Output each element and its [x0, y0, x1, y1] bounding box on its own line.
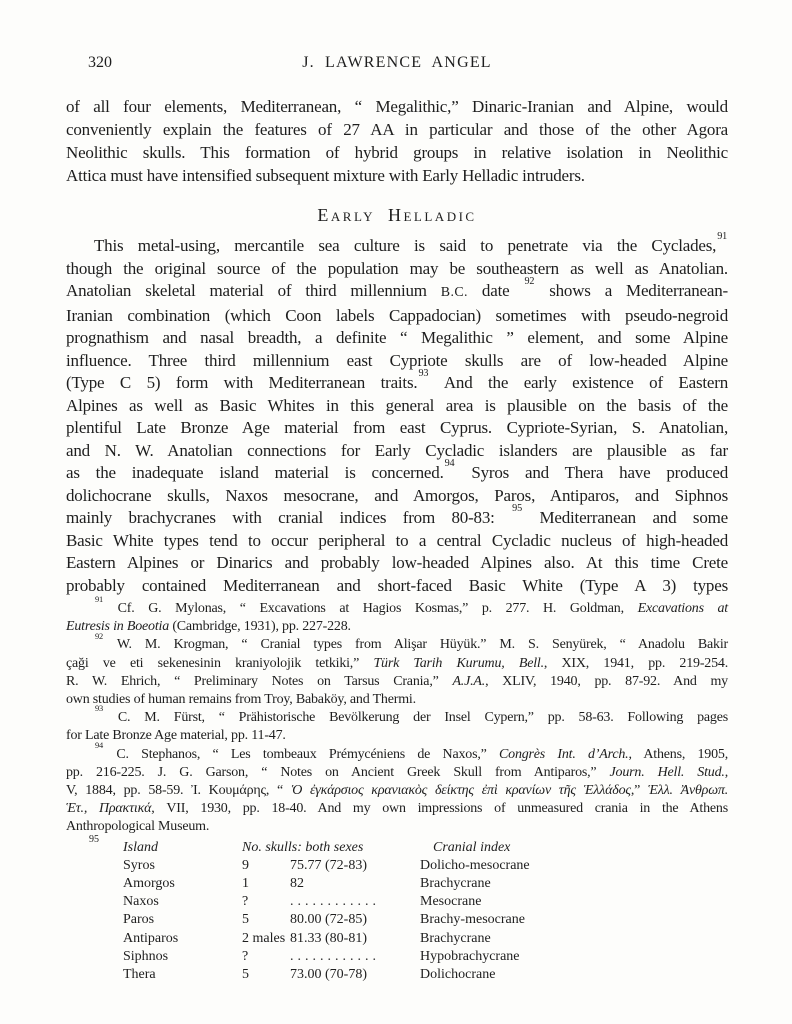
cell-cranial-category: Dolicho-mesocrane [420, 857, 530, 873]
text-line: and N. W. Anatolian connections for Early Cycladic islanders are plausible as far [66, 440, 728, 460]
cell-skull-count: 5 [242, 912, 249, 928]
cell-island: Naxos [123, 894, 159, 910]
footnotes-block [66, 595, 728, 837]
text-line: conveniently explain the features of 27 AA in particular and those of the other Agora [66, 120, 728, 139]
table-row [66, 930, 728, 948]
text-line: Anatolian skeletal material of third millennium B.C. date $^{92}$ shows a Mediterranean- [66, 276, 728, 300]
cell-island: Paros [123, 912, 155, 928]
text-line: mainly brachycranes with cranial indices from 80-83: $^{95}$ Mediterranean and some [66, 503, 728, 527]
cell-marker-spacer [66, 857, 123, 875]
cell-skull-count: 9 [242, 857, 249, 873]
text-line: prognathism and nasal breadth, a definite “ Megalithic ” element, and some Alpine [66, 328, 728, 347]
cell-skull-count: ? [242, 948, 249, 964]
text-line: dolichocrane skulls, Naxos mesocrane, and Amorgos, Paros, Antiparos, and Siphnos [66, 485, 728, 505]
footnote-94 [66, 740, 728, 837]
cell-cranial-category: Dolichocrane [420, 967, 496, 983]
cell-marker-spacer [66, 966, 123, 984]
footnote-95-marker-cell [66, 833, 123, 857]
table-row [66, 893, 728, 911]
cell-island: Amorgos [123, 876, 175, 892]
cell-marker-spacer [66, 948, 123, 966]
footnote-line: $^{94}$ C. Stephanos, “ Les tombeaux Prémycéniens de Naxos,” Congrès Int. d’Arch., Athens, 1905, [95, 740, 728, 762]
cell-island: Antiparos [123, 930, 179, 946]
cell-index-value: 81.33 (80-81) [290, 930, 367, 946]
text-line: Basic White types tend to occur peripheral to a central Cycladic nucleus of high-headed [66, 530, 728, 550]
footnote-92 [66, 631, 728, 709]
running-title: J. LAWRENCE ANGEL [302, 54, 492, 71]
footnote-line: Ἑτ., Πρακτικά, VII, 1930, pp. 18-40. And my own impressions of unmeasured crania in the Athens [66, 801, 728, 817]
text-line: influence. Three third millennium east Cypriote skulls are of low-headed Alpine [66, 350, 728, 370]
footnote-line: own studies of human remains from Troy, Babaköy, and Thermi. [66, 692, 416, 708]
cell-index-value: 82 [290, 876, 304, 892]
cell-island: Siphnos [123, 948, 169, 964]
table-row [66, 948, 728, 966]
text-line: Attica must have intensified subsequent mixture with Early Helladic intruders. [66, 166, 585, 185]
cell-marker-spacer [66, 875, 123, 893]
cell-island: Thera [123, 967, 156, 983]
table-header-island: Island [123, 839, 158, 855]
cell-index-value: 75.77 (72-83) [290, 857, 367, 873]
page-header [66, 54, 728, 72]
table-row [66, 875, 728, 893]
table-row [66, 857, 728, 875]
table-row [66, 911, 728, 929]
text-line: Alpines as well as Basic Whites in this general area is plausible on the basis of the [66, 395, 728, 415]
footnote-line: $^{92}$ W. M. Krogman, “ Cranial types from Alişar Hüyük.” M. S. Senyürek, “ Anadolu Bakir [95, 631, 728, 653]
footnote-line: Anthropological Museum. [66, 819, 210, 835]
text-line: Eastern Alpines or Dinarics and probably low-headed Alpines also. At this time Crete [66, 553, 728, 572]
cell-index-value: ............ [290, 894, 380, 910]
text-line: as the inadequate island material is concerned.$^{94}$ Syros and Thera have produced [66, 458, 729, 482]
footnote-95-marker: 95 [89, 833, 99, 845]
text-line: (Type C 5) form with Mediterranean traits.$^{93}$ And the early existence of Eastern [66, 368, 728, 392]
cell-skull-count: 2 males [242, 930, 286, 946]
footnote-line: V, 1884, pp. 58-59. Ἰ. Κουμάρης, “ Ὁ ἐγκάρσιος κρανιακὸς δείκτης ἐπὶ κρανίων τῆς Ἑλλάδος,” Ἑλλ. Ἀνθρωπ. [66, 783, 728, 799]
text-line: of all four elements, Mediterranean, “ Megalithic,” Dinaric-Iranian and Alpine, would [66, 97, 728, 116]
footnote-line: Eutresis in Boeotia (Cambridge, 1931), pp. 227-228. [66, 619, 351, 635]
footnote-line: çaği ve eti sekenesinin kraniyolojik tetkiki,” Türk Tarih Kurumu, Bell., XIX, 1941, pp. 219-254. [66, 655, 728, 671]
table-row [66, 966, 728, 984]
text-line: Iranian combination (which Coon labels Cappadocian) sometimes with pseudo-negroid [66, 305, 728, 325]
intro-paragraph [66, 95, 728, 187]
table-header-cranial-index: Cranial index [433, 839, 511, 855]
text-line: Neolithic skulls. This formation of hybrid groups in relative isolation in Neolithic [66, 143, 728, 162]
footnote-line: $^{93}$ C. M. Fürst, “ Prähistorische Bevölkerung der Insel Cypern,” pp. 58-63. Following pages [95, 704, 728, 726]
table-header-skulls: No. skulls: both sexes [242, 839, 364, 855]
footnote-table-rows [66, 857, 728, 984]
cell-index-value: 80.00 (72-85) [290, 912, 367, 928]
footnote-line: pp. 216-225. J. G. Garson, “ Notes on Ancient Greek Skull from Antiparos,” Journ. Hell. Stud., [66, 764, 728, 780]
cell-skull-count: 5 [242, 967, 249, 983]
footnote-93 [66, 704, 728, 745]
cell-index-value: ............ [290, 948, 380, 964]
text-line: though the original source of the population may be southeastern as well as Anatolian. [66, 258, 728, 278]
page-number: 320 [88, 54, 112, 71]
footnote-line: for Late Bronze Age material, pp. 11-47. [66, 728, 286, 744]
cell-skull-count: 1 [242, 876, 249, 892]
cell-cranial-category: Brachy-mesocrane [420, 912, 525, 928]
text-line: probably contained Mediterranean and short-faced Basic White (Type A 3) types [66, 575, 728, 595]
footnote-line: $^{91}$ Cf. G. Mylonas, “ Excavations at Hagios Kosmas,” p. 277. H. Goldman, Excavations at [95, 595, 728, 616]
footnote-91 [66, 595, 728, 636]
text-line: This metal-using, mercantile sea culture is said to penetrate via the Cyclades,$^{91}$ [94, 231, 727, 255]
body-paragraph [66, 231, 729, 597]
cell-island: Syros [123, 857, 155, 873]
cell-skull-count: ? [242, 894, 249, 910]
text-line: plentiful Late Bronze Age material from east Cyprus. Cypriote-Syrian, S. Anatolian, [66, 418, 728, 437]
cell-cranial-category: Mesocrane [420, 894, 482, 910]
footnote-line: R. W. Ehrich, “ Preliminary Notes on Tarsus Crania,” A.J.A., XLIV, 1940, pp. 87-92. And my [66, 673, 728, 689]
cell-marker-spacer [66, 930, 123, 948]
cell-marker-spacer [66, 893, 123, 911]
cell-cranial-category: Hypobrachycrane [420, 948, 520, 964]
cell-index-value: 73.00 (70-78) [290, 967, 367, 983]
section-heading: Early Helladic [317, 205, 477, 225]
cell-marker-spacer [66, 911, 123, 929]
footnote-table-header-row [66, 833, 728, 857]
cell-cranial-category: Brachycrane [420, 876, 491, 892]
cell-cranial-category: Brachycrane [420, 930, 491, 946]
footnote-95-table [66, 833, 728, 985]
